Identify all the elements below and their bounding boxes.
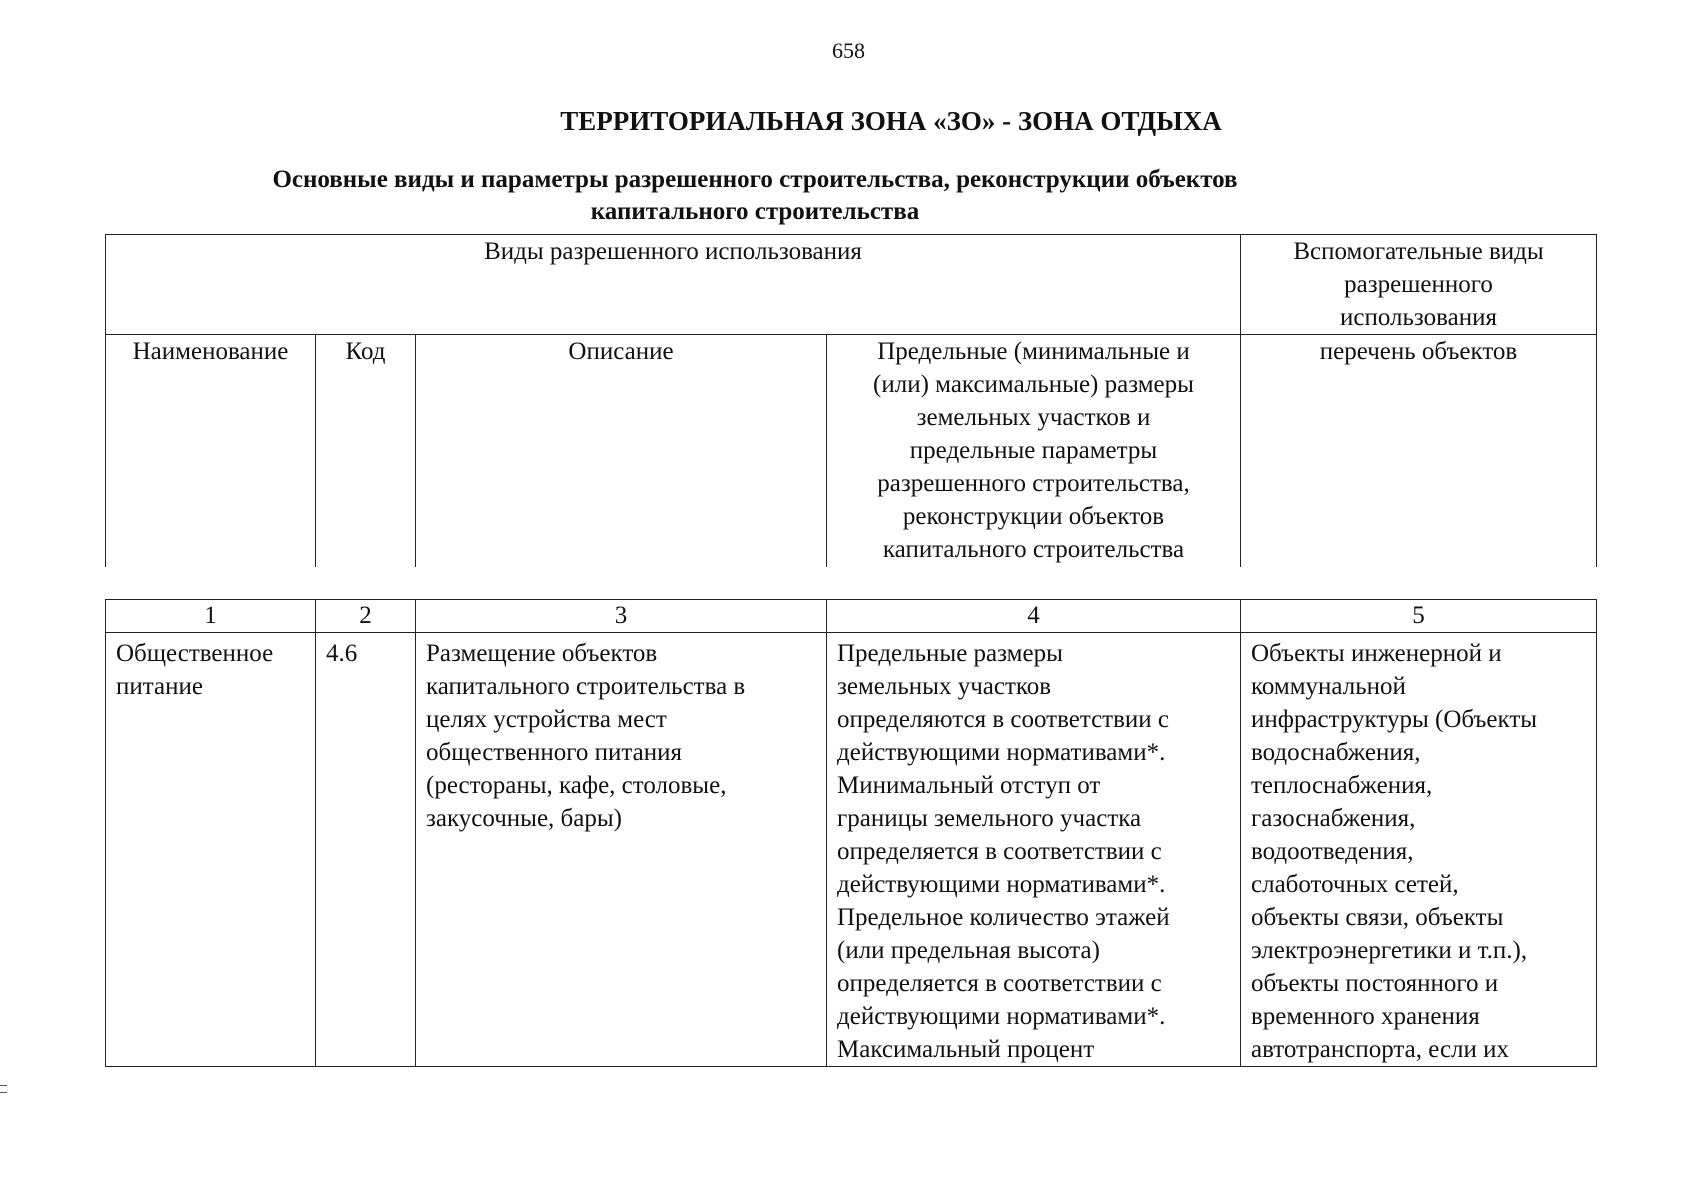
header-group-aux-line: разрешенного bbox=[1344, 271, 1493, 298]
header-col-name: Наименование bbox=[106, 335, 316, 567]
cell-description-line: целях устройства мест bbox=[426, 706, 667, 733]
cell-aux-objects-line: электроэнергетики и т.п.), bbox=[1251, 937, 1528, 964]
cell-code: 4.6 bbox=[316, 633, 416, 1067]
header-col-params-line: предельные параметры bbox=[909, 437, 1158, 464]
cell-params-line: действующими нормативами*. bbox=[837, 739, 1166, 766]
column-number: 1 bbox=[106, 600, 316, 633]
cell-name bbox=[106, 633, 316, 1067]
header-col-code: Код bbox=[316, 335, 416, 567]
cell-params-line: Предельное количество этажей bbox=[837, 904, 1170, 931]
cell-params-line: определяется в соответствии с bbox=[837, 838, 1162, 865]
page-number: 658 bbox=[832, 38, 865, 63]
header-col-params bbox=[827, 335, 1241, 567]
cell-description-line: Размещение объектов bbox=[426, 640, 658, 667]
cell-params bbox=[827, 633, 1241, 1067]
cell-aux-objects-line: слаботочных сетей, bbox=[1251, 871, 1459, 898]
column-number: 4 bbox=[827, 600, 1241, 633]
cell-aux-objects-line: водоснабжения, bbox=[1251, 739, 1421, 766]
cell-aux-objects-line: Объекты инженерной и bbox=[1251, 640, 1502, 667]
header-group-aux bbox=[1241, 235, 1597, 335]
cell-description-line: общественного питания bbox=[426, 739, 682, 766]
header-col-params-line: Предельные (минимальные и bbox=[877, 338, 1190, 365]
cell-params-line: действующими нормативами*. bbox=[837, 1003, 1166, 1030]
cell-params-line: Минимальный отступ от bbox=[837, 772, 1101, 799]
cell-aux-objects-line: газоснабжения, bbox=[1251, 805, 1416, 832]
cell-name-line: питание bbox=[116, 673, 203, 700]
cell-params-line: определяются в соответствии с bbox=[837, 706, 1170, 733]
cell-description-line: (рестораны, кафе, столовые, bbox=[426, 772, 727, 799]
cell-params-line: земельных участков bbox=[837, 673, 1052, 700]
cell-params-line: Максимальный процент bbox=[837, 1036, 1095, 1063]
zone-title: ТЕРРИТОРИАЛЬНАЯ ЗОНА «ЗО» - ЗОНА ОТДЫХА bbox=[560, 106, 1222, 136]
cell-aux-objects-line: коммунальной bbox=[1251, 673, 1406, 700]
header-col-params-line: капитального строительства bbox=[882, 536, 1185, 563]
header-table bbox=[105, 234, 1597, 567]
column-number: 5 bbox=[1241, 600, 1597, 633]
column-number: 2 bbox=[316, 600, 416, 633]
cell-description-line: закусочные, бары) bbox=[426, 805, 622, 832]
column-number: 3 bbox=[416, 600, 827, 633]
cell-params-line: действующими нормативами*. bbox=[837, 871, 1166, 898]
section-title: Основные виды и параметры разрешенного строительства, реконструкции объектов капитального строительства bbox=[272, 166, 1238, 225]
header-col-description: Описание bbox=[416, 335, 827, 567]
header-col-aux-list: перечень объектов bbox=[1241, 335, 1597, 567]
scan-edge-mark bbox=[0, 1085, 7, 1093]
header-group-aux-line: Вспомогательные виды bbox=[1293, 238, 1544, 265]
cell-aux-objects-line: временного хранения bbox=[1251, 1003, 1480, 1030]
cell-params-line: (или предельная высота) bbox=[837, 937, 1100, 964]
table-row bbox=[106, 633, 1597, 1067]
header-group-main: Виды разрешенного использования bbox=[106, 235, 1241, 335]
cell-aux-objects-line: объекты связи, объекты bbox=[1251, 904, 1504, 931]
cell-aux-objects bbox=[1241, 633, 1597, 1067]
cell-aux-objects-line: объекты постоянного и bbox=[1251, 970, 1499, 997]
cell-aux-objects-line: инфраструктуры (Объекты bbox=[1251, 706, 1538, 733]
cell-params-line: определяется в соответствии с bbox=[837, 970, 1162, 997]
header-col-params-line: земельных участков и bbox=[916, 404, 1151, 431]
header-col-params-line: (или) максимальные) размеры bbox=[873, 371, 1194, 398]
cell-params-line: границы земельного участка bbox=[837, 805, 1142, 832]
header-col-params-line: реконструкции объектов bbox=[902, 503, 1165, 530]
cell-aux-objects-line: теплоснабжения, bbox=[1251, 772, 1433, 799]
cell-aux-objects-line: автотранспорта, если их bbox=[1251, 1036, 1510, 1063]
body-table bbox=[105, 599, 1597, 1067]
cell-params-line: Предельные размеры bbox=[837, 640, 1063, 667]
cell-description bbox=[416, 633, 827, 1067]
cell-description-line: капитального строительства в bbox=[426, 673, 746, 700]
header-group-aux-line: использования bbox=[1340, 304, 1497, 331]
header-col-params-line: разрешенного строительства, bbox=[877, 470, 1190, 497]
cell-name-line: Общественное bbox=[116, 640, 274, 667]
cell-aux-objects-line: водоотведения, bbox=[1251, 838, 1414, 865]
